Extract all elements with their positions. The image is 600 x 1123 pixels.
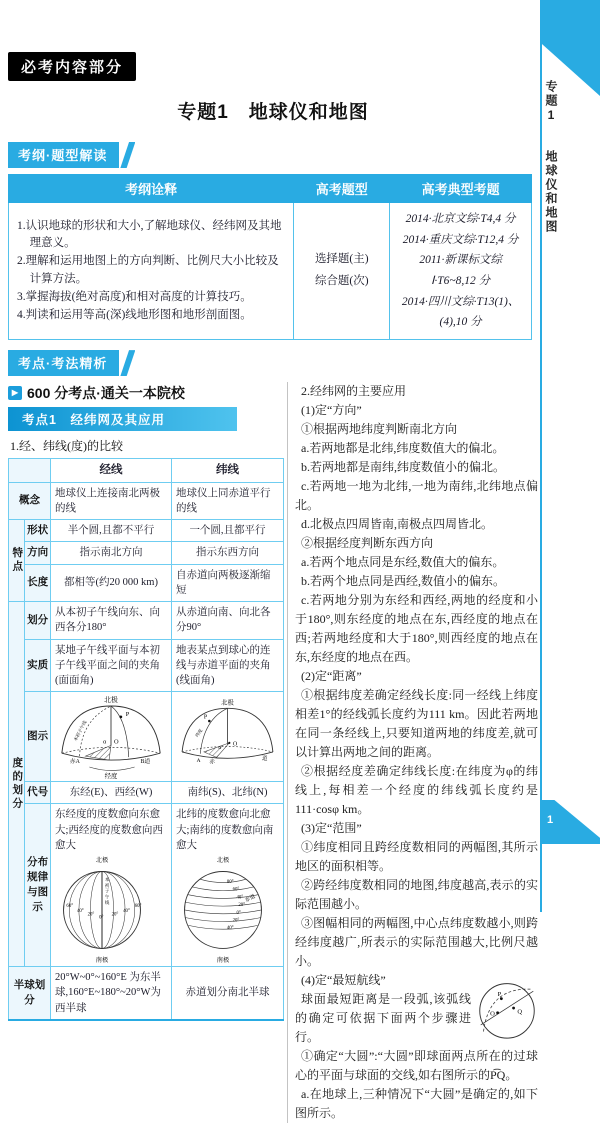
row-concept	[9, 482, 284, 519]
para: 2.经纬网的主要应用	[301, 384, 407, 399]
latitude-globe-diagram	[173, 854, 273, 964]
exam-example: 2011·新课标文综Ⅰ·T6~8,12 分	[419, 254, 502, 288]
lat-tick: 80°	[226, 880, 234, 886]
cell-division-lat: 从赤道向南、向北各分90°	[172, 602, 284, 639]
label-alpha: α	[103, 739, 107, 746]
para: b.若两地都是南纬,纬度数值小的偏北。	[301, 460, 506, 475]
cell-shape-lat: 一个圆,且都平行	[172, 520, 284, 542]
label-point-p: P	[497, 990, 502, 998]
lon-tick: 60°	[134, 904, 142, 910]
exam-example: 2014·重庆文综·T12,4 分	[402, 233, 519, 246]
col-header-qtype: 高考题型	[294, 175, 390, 203]
label-point-p: P	[203, 714, 208, 721]
label-equator-left: 赤A	[69, 759, 80, 766]
outline-table-body-row	[9, 203, 532, 340]
svg-text:子: 子	[104, 888, 110, 894]
row-label-essence: 实质	[25, 639, 51, 692]
section-badge: 必考内容部分	[8, 52, 136, 81]
row-distribution	[9, 804, 284, 967]
para: c.若两地一地为北纬,一地为南纬,北纬地点偏北。	[295, 479, 538, 513]
cell-distribution-lon	[51, 804, 172, 967]
label-alpha: α	[218, 745, 222, 752]
row-label-diagram: 图示	[25, 692, 51, 782]
label-point-a: A	[196, 758, 201, 765]
group-label-degree: 度的划分	[9, 602, 25, 967]
distribution-lat-text: 北纬的度数愈向北愈大;南纬的度数愈向南愈大	[176, 809, 274, 851]
cell-concept-lon: 地球仪上连接南北两极的线	[51, 482, 172, 519]
para: c.若两地分别为东经和西经,两地的经度和小于180°,则东经度的地点在东,西经度的地点在西;若两地经度和大于180°,则西经度的地点在东,东经度的地点在西。	[295, 593, 538, 665]
label-prime-meridian	[105, 876, 110, 906]
cell-diagram-lon	[51, 692, 172, 782]
row-label-direction: 方向	[25, 542, 51, 564]
compare-title: 1.经、纬线(度)的比较	[10, 439, 123, 454]
para: ②跨经纬度数相同的地图,纬度越高,表示的实际范围越小。	[295, 878, 538, 912]
svg-text:午: 午	[104, 894, 110, 900]
row-label-shape: 形状	[25, 520, 51, 542]
sidebar-rule	[540, 0, 542, 912]
left-column	[8, 382, 284, 1021]
col-header-outline: 考纲诠释	[9, 175, 294, 203]
lon-tick: 20°	[111, 912, 119, 918]
outline-cell	[9, 203, 294, 340]
row-label-length: 长度	[25, 564, 51, 601]
lat-tick: 60°	[232, 887, 240, 893]
label-north-pole: 北极	[95, 856, 109, 864]
outline-item: 3.掌握海拔(绝对高度)和相对高度的计算技巧。	[17, 290, 252, 303]
para: ②根据经度判断东西方向	[301, 536, 434, 551]
row-code	[9, 782, 284, 804]
outline-item: 2.理解和运用地图上的方向判断、比例尺大小比较及计算方法。	[17, 255, 279, 286]
label-point-o: O	[113, 738, 119, 746]
svg-text:初: 初	[104, 882, 110, 888]
exam-example: 2014·北京文综·T4,4 分	[405, 213, 516, 225]
label-north-pole: 北极	[221, 699, 234, 707]
kaodian-banner: 考点1 经纬网及其应用	[8, 407, 237, 431]
longitude-globe-diagram	[52, 854, 152, 964]
sidebar-chapter-number: 专题1	[544, 80, 558, 124]
banner-analysis: 考点·考法精析	[8, 350, 119, 376]
row-label-concept: 概念	[9, 482, 51, 519]
page-content	[8, 52, 538, 1123]
label-point-o: O	[490, 1010, 495, 1018]
svg-text:线: 线	[104, 900, 110, 906]
cell-distribution-lat	[172, 804, 284, 967]
row-hemisphere	[9, 967, 284, 1020]
para: (1)定“方向”	[301, 403, 362, 418]
para: (2)定“距离”	[301, 669, 362, 684]
exam-examples-cell	[390, 203, 532, 340]
cell-essence-lon: 某地子午线平面与本初子午线平面之间的夹角(面面角)	[51, 639, 172, 692]
row-label-hemisphere: 半球划分	[9, 967, 51, 1020]
label-equator-right: B道	[140, 759, 151, 766]
label-equator: 赤道	[244, 893, 257, 905]
question-type: 选择题(主)	[314, 253, 369, 266]
lat-tick: 20°	[238, 903, 246, 909]
banner-outline: 考纲·题型解读	[8, 142, 119, 168]
lon-tick: 40°	[77, 908, 84, 914]
compare-header-row	[9, 459, 284, 483]
para: ③图幅相同的两幅图,中心点纬度数越小,则跨经纬度越广,所表示的实际范围越大,比例尺越小。	[295, 916, 538, 969]
para: (4)定“最短航线”	[301, 973, 386, 988]
outline-item: 1.认识地球的形状和大小,了解地球仪、经纬网及其地理意义。	[17, 219, 282, 250]
col-header-lat: 纬线	[172, 459, 284, 483]
label-south-pole: 南极	[216, 956, 230, 964]
row-diagram	[9, 692, 284, 782]
row-direction	[9, 542, 284, 564]
cell-code-lat: 南纬(S)、北纬(N)	[172, 782, 284, 804]
row-division	[9, 602, 284, 639]
label-south-pole: 南极	[95, 956, 109, 964]
label-prime-meridian: 本初子午线	[72, 719, 88, 743]
right-column	[287, 382, 538, 1123]
label-point-o: O	[232, 741, 238, 748]
label-longitude-caption: 经度	[104, 773, 118, 781]
row-shape	[9, 520, 284, 542]
svg-text:本: 本	[104, 877, 110, 883]
play-icon: ▶	[8, 386, 22, 400]
para: a.若两地都是北纬,纬度数值大的偏北。	[301, 441, 505, 456]
cell-concept-lat: 地球仪上同赤道平行的线	[172, 482, 284, 519]
para: 球面最短距离是一段弧,该弧线的确定可依据下面两个步骤进行。	[295, 992, 471, 1045]
outline-item: 4.判读和运用等高(深)线地形图和地形剖面图。	[17, 308, 252, 321]
lat-tick: 20°	[232, 918, 240, 924]
para: a.在地球上,三种情况下“大圆”是确定的,如下图所示。	[295, 1087, 538, 1121]
row-label-distribution: 分布规律与图示	[25, 804, 51, 967]
row-label-division: 划分	[25, 602, 51, 639]
label-north-pole: 北极	[104, 697, 118, 705]
row-label-code: 代号	[25, 782, 51, 804]
label-equator-dao: 道	[262, 756, 268, 763]
outline-table	[8, 174, 532, 340]
corner-cell	[9, 459, 51, 483]
cell-direction-lon: 指示南北方向	[51, 542, 172, 564]
lon-tick: 40°	[123, 908, 130, 914]
latitude-dome-diagram	[173, 694, 282, 779]
para: ①根据两地纬度判断南北方向	[301, 422, 458, 437]
great-circle-diagram	[476, 973, 538, 1045]
cell-shape-lon: 半个圆,且都不平行	[51, 520, 172, 542]
label-equator-chi: 赤	[209, 759, 215, 766]
great-circle-figure	[476, 973, 538, 1045]
cell-length-lon: 都相等(约20 000 km)	[51, 564, 172, 601]
cell-hemisphere-lat: 赤道划分南北半球	[172, 967, 284, 1020]
lon-tick: 20°	[87, 912, 95, 918]
cell-code-lon: 东经(E)、西经(W)	[51, 782, 172, 804]
page-title: 专题1 地球仪和地图	[177, 102, 369, 123]
para: ①根据纬度差确定经线长度:同一经线上纬度相差1°的经线弧长度约为111 km。因此若两地在同一条经线上,只要知道两地的纬度差,就可以计算出两地之间的距离。	[295, 688, 538, 760]
exam-example: 2014·四川文综·T13(1)、(4),10 分	[401, 295, 520, 329]
longitude-dome-diagram	[52, 694, 170, 779]
outline-table-header-row	[9, 175, 532, 203]
para: b.若两个地点同是西经,数值小的偏东。	[301, 574, 506, 589]
cell-essence-lat: 地表某点到球心的连线与赤道平面的夹角(线面角)	[172, 639, 284, 692]
para: (3)定“范围”	[301, 821, 362, 836]
lat-tick: 40°	[226, 926, 234, 932]
cell-division-lon: 从本初子午线向东、向西各分180°	[51, 602, 172, 639]
lat-tick: 0°	[236, 910, 241, 916]
para: ②根据经度差确定纬线长度:在纬度为φ的纬线上,每相差一个经度的纬线弧长度约是111·cosφ km。	[295, 764, 538, 817]
label-point-q: Q	[517, 1008, 523, 1016]
row-essence	[9, 639, 284, 692]
lat-tick: 40°	[236, 895, 244, 901]
cell-hemisphere-lon: 20°W~0°~160°E 为东半球,160°E~180°~20°W为西半球	[51, 967, 172, 1020]
heading-600	[8, 383, 284, 403]
group-label-features: 特点	[9, 520, 25, 602]
col-header-examples: 高考典型考题	[390, 175, 532, 203]
label-latitude: 纬度	[194, 728, 204, 739]
para: d.北极点四周皆南,南极点四周皆北。	[301, 517, 494, 532]
cell-length-lat: 自赤道向两极逐渐缩短	[172, 564, 284, 601]
label-point-p: P	[125, 711, 130, 719]
compare-table	[8, 458, 284, 1021]
two-column-area	[8, 382, 538, 1123]
col-header-lon: 经线	[51, 459, 172, 483]
cell-diagram-lat	[172, 692, 284, 782]
distribution-lon-text: 东经度的度数愈向东愈大;西经度的度数愈向西愈大	[55, 809, 163, 851]
cell-direction-lat: 指示东西方向	[172, 542, 284, 564]
para: ①确定“大圆”:“大圆”即球面两点所在的过球心的平面与球面的交线,如右图所示的P͡Q。	[295, 1049, 538, 1083]
row-length	[9, 564, 284, 601]
para: a.若两个地点同是东经,数值大的偏东。	[301, 555, 505, 570]
sidebar-chapter-title: 地球仪和地图	[544, 150, 558, 234]
lon-tick: 60°	[66, 904, 74, 910]
lon-tick: 0°	[99, 915, 104, 921]
heading-600-label: 600 分考点·通关一本院校	[27, 385, 185, 402]
page-number: 1	[547, 814, 554, 826]
para: ①纬度相同且跨经度数相同的两幅图,其所示地区的面积相等。	[295, 840, 538, 874]
label-north-pole: 北极	[216, 856, 230, 864]
question-types-cell	[294, 203, 390, 340]
question-type: 综合题(次)	[314, 275, 369, 288]
sidebar-chapter-label	[543, 80, 559, 234]
